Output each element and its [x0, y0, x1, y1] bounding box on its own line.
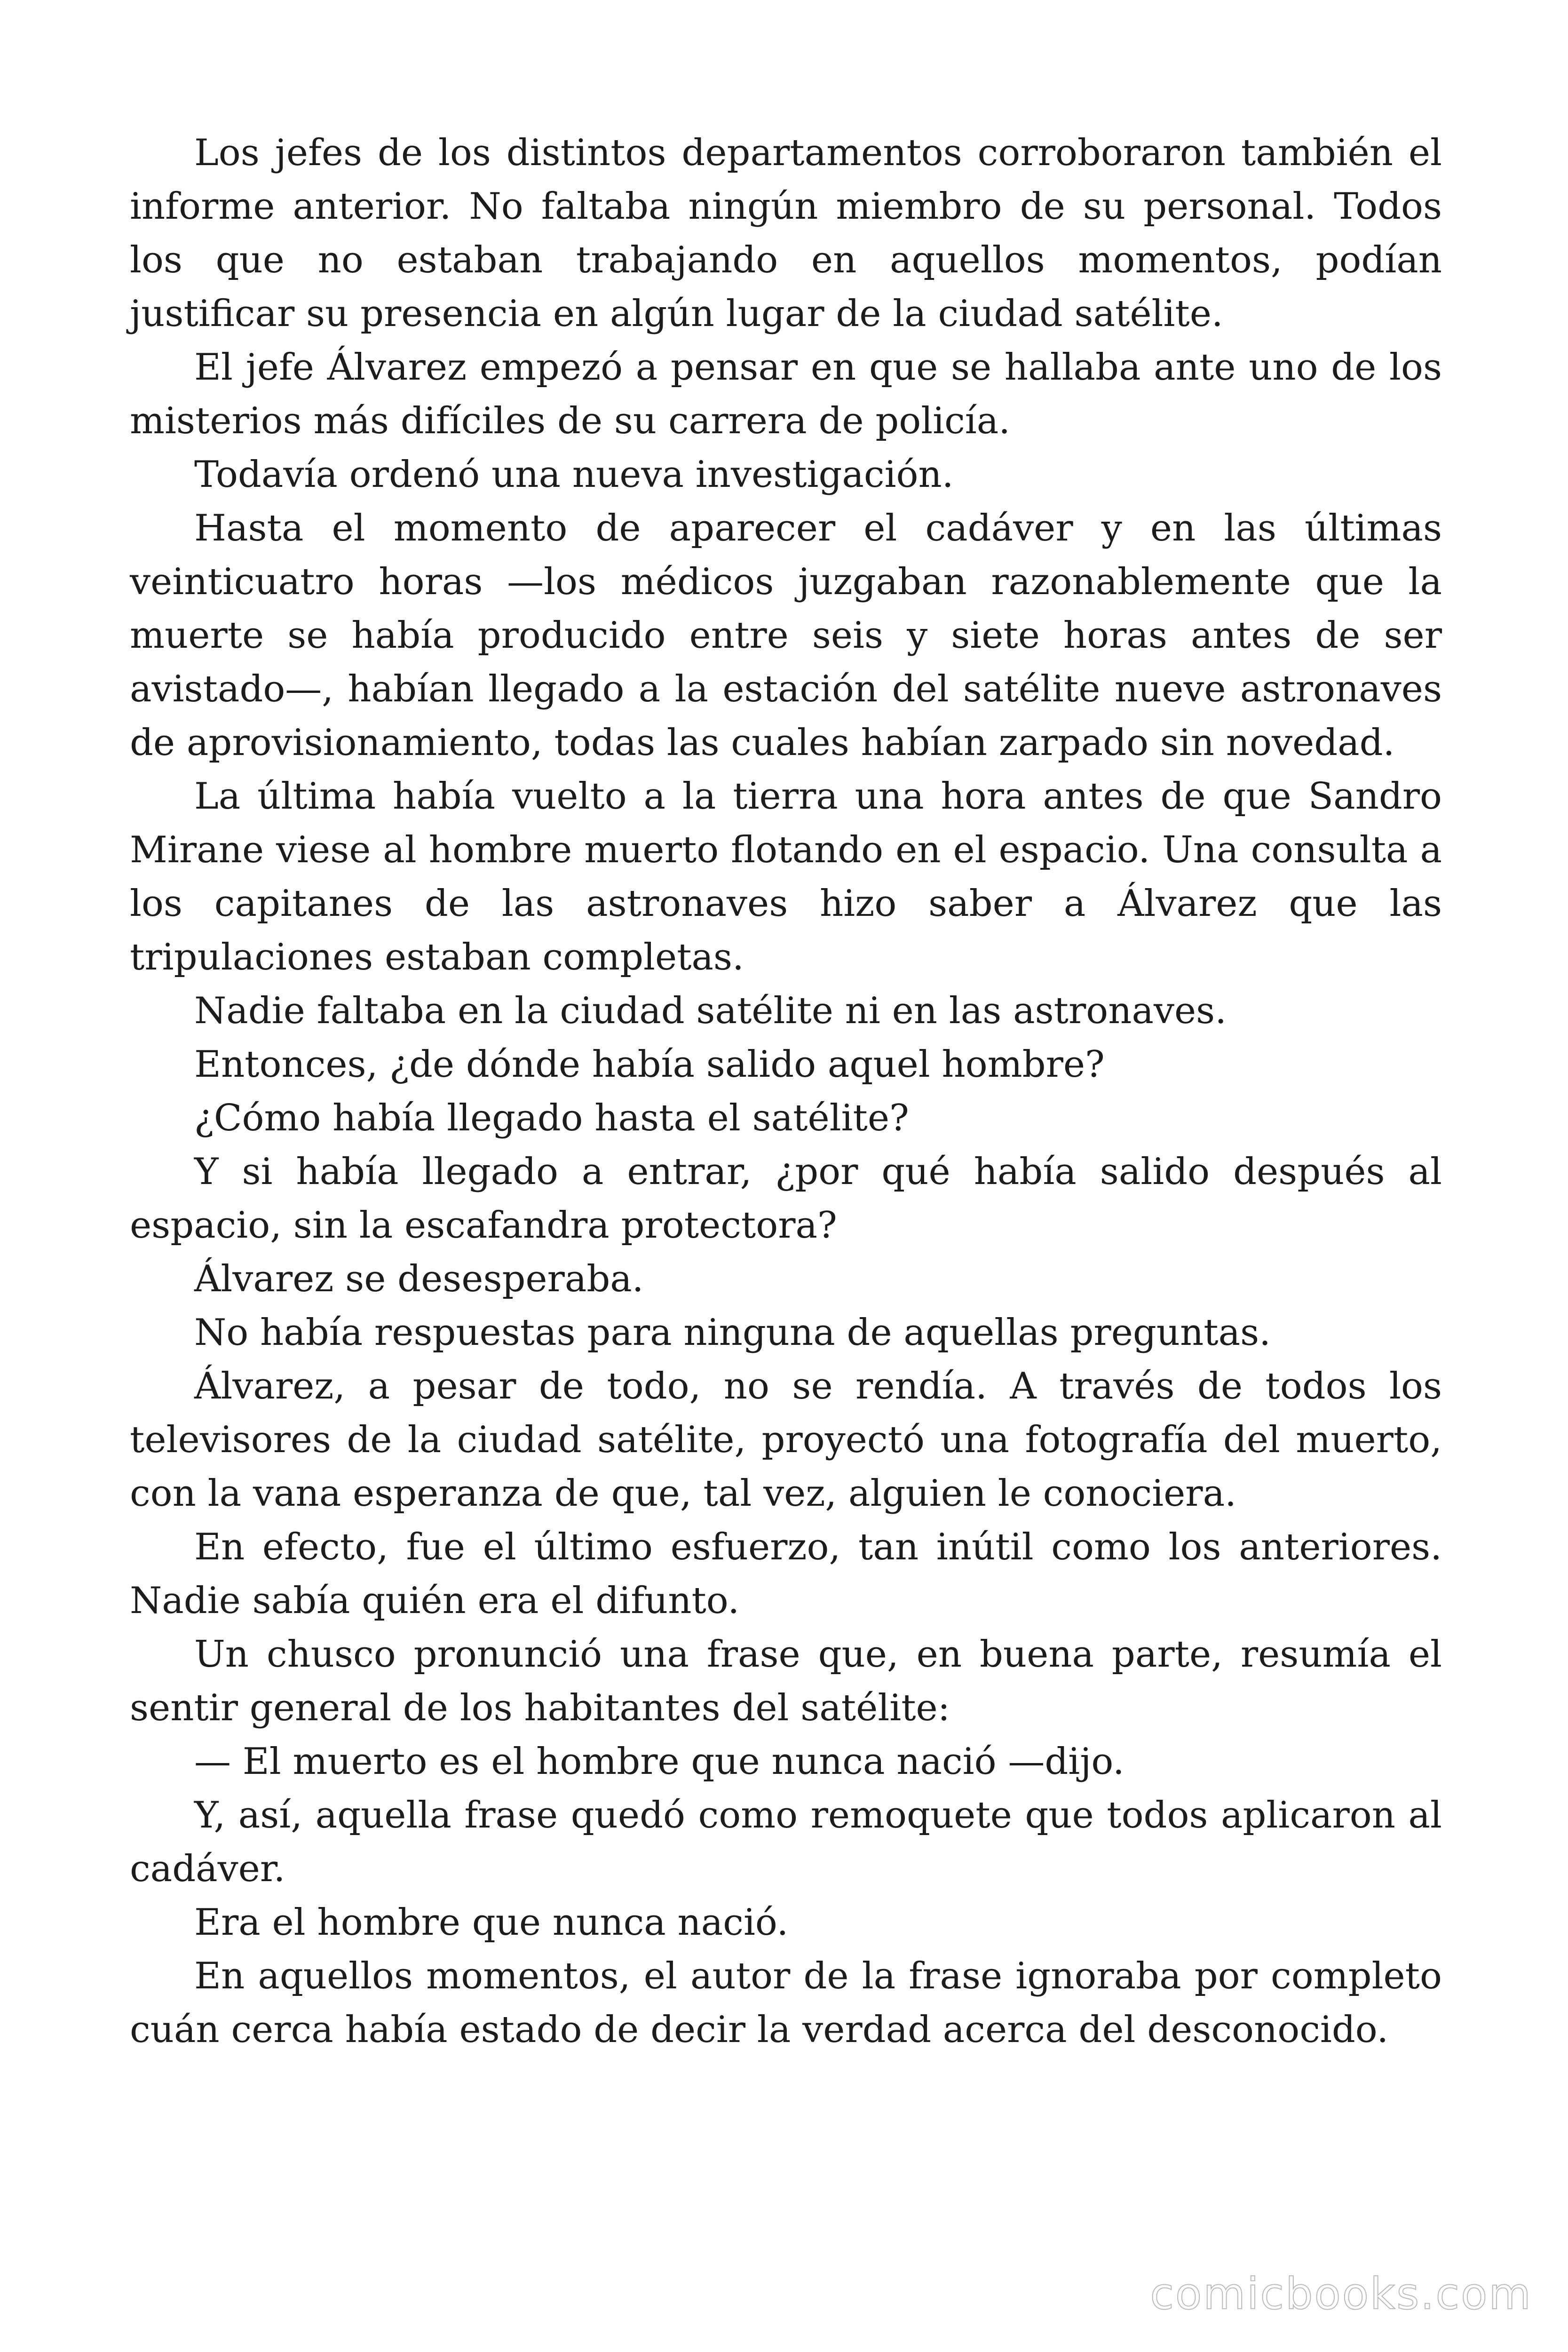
paragraph: Hasta el momento de aparecer el cadáver y en las últimas veinticuatro horas —los médicos juzgaban razonablemente que la muerte se había producido entre seis y siete horas antes de ser avistado—, habían llegado a la estación del satélite nueve astronaves de aprovisionamiento, todas las cuales habían zarpado sin novedad. [130, 507, 1442, 764]
paragraph: En efecto, fue el último esfuerzo, tan inútil como los anteriores. Nadie sabía quién era el difunto. [130, 1526, 1442, 1622]
paragraph: Todavía ordenó una nueva investigación. [194, 453, 954, 496]
paragraph: En aquellos momentos, el autor de la frase ignoraba por completo cuán cerca había estado de decir la verdad acerca del desconocido. [130, 1955, 1442, 2051]
paragraph: Y si había llegado a entrar, ¿por qué había salido después al espacio, sin la escafandra protectora? [130, 1151, 1442, 1247]
paragraph: Álvarez, a pesar de todo, no se rendía. A través de todos los televisores de la ciudad satélite, proyectó una fotografía del muerto, con la vana esperanza de que, tal vez, alguien le conociera. [130, 1365, 1442, 1515]
paragraph: — El muerto es el hombre que nunca nació —dijo. [194, 1740, 1125, 1783]
paragraph: ¿Cómo había llegado hasta el satélite? [194, 1097, 909, 1139]
paragraph: Entonces, ¿de dónde había salido aquel hombre? [194, 1043, 1105, 1086]
paragraph: No había respuestas para ninguna de aquellas preguntas. [194, 1311, 1271, 1354]
page-body [130, 126, 1442, 2057]
paragraph: El jefe Álvarez empezó a pensar en que se hallaba ante uno de los misterios más difíciles de su carrera de policía. [130, 346, 1442, 442]
paragraph: Nadie faltaba en la ciudad satélite ni en las astronaves. [194, 990, 1227, 1032]
paragraph: Álvarez se desesperaba. [194, 1258, 644, 1300]
watermark: comicbooks.com [1150, 2269, 1532, 2319]
paragraph: Era el hombre que nunca nació. [194, 1901, 789, 1944]
paragraph: Y, así, aquella frase quedó como remoquete que todos aplicaron al cadáver. [130, 1794, 1442, 1890]
paragraph: La última había vuelto a la tierra una hora antes de que Sandro Mirane viese al hombre muerto flotando en el espacio. Una consulta a los capitanes de las astronaves hizo saber a Álvarez que las tripulaciones estaban completas. [130, 775, 1442, 978]
paragraph: Un chusco pronunció una frase que, en buena parte, resumía el sentir general de los habitantes del satélite: [130, 1633, 1442, 1729]
paragraph: Los jefes de los distintos departamentos corroboraron también el informe anterior. No faltaba ningún miembro de su personal. Todos los que no estaban trabajando en aquellos momentos, podían justificar su presencia en algún lugar de la ciudad satélite. [130, 132, 1442, 335]
